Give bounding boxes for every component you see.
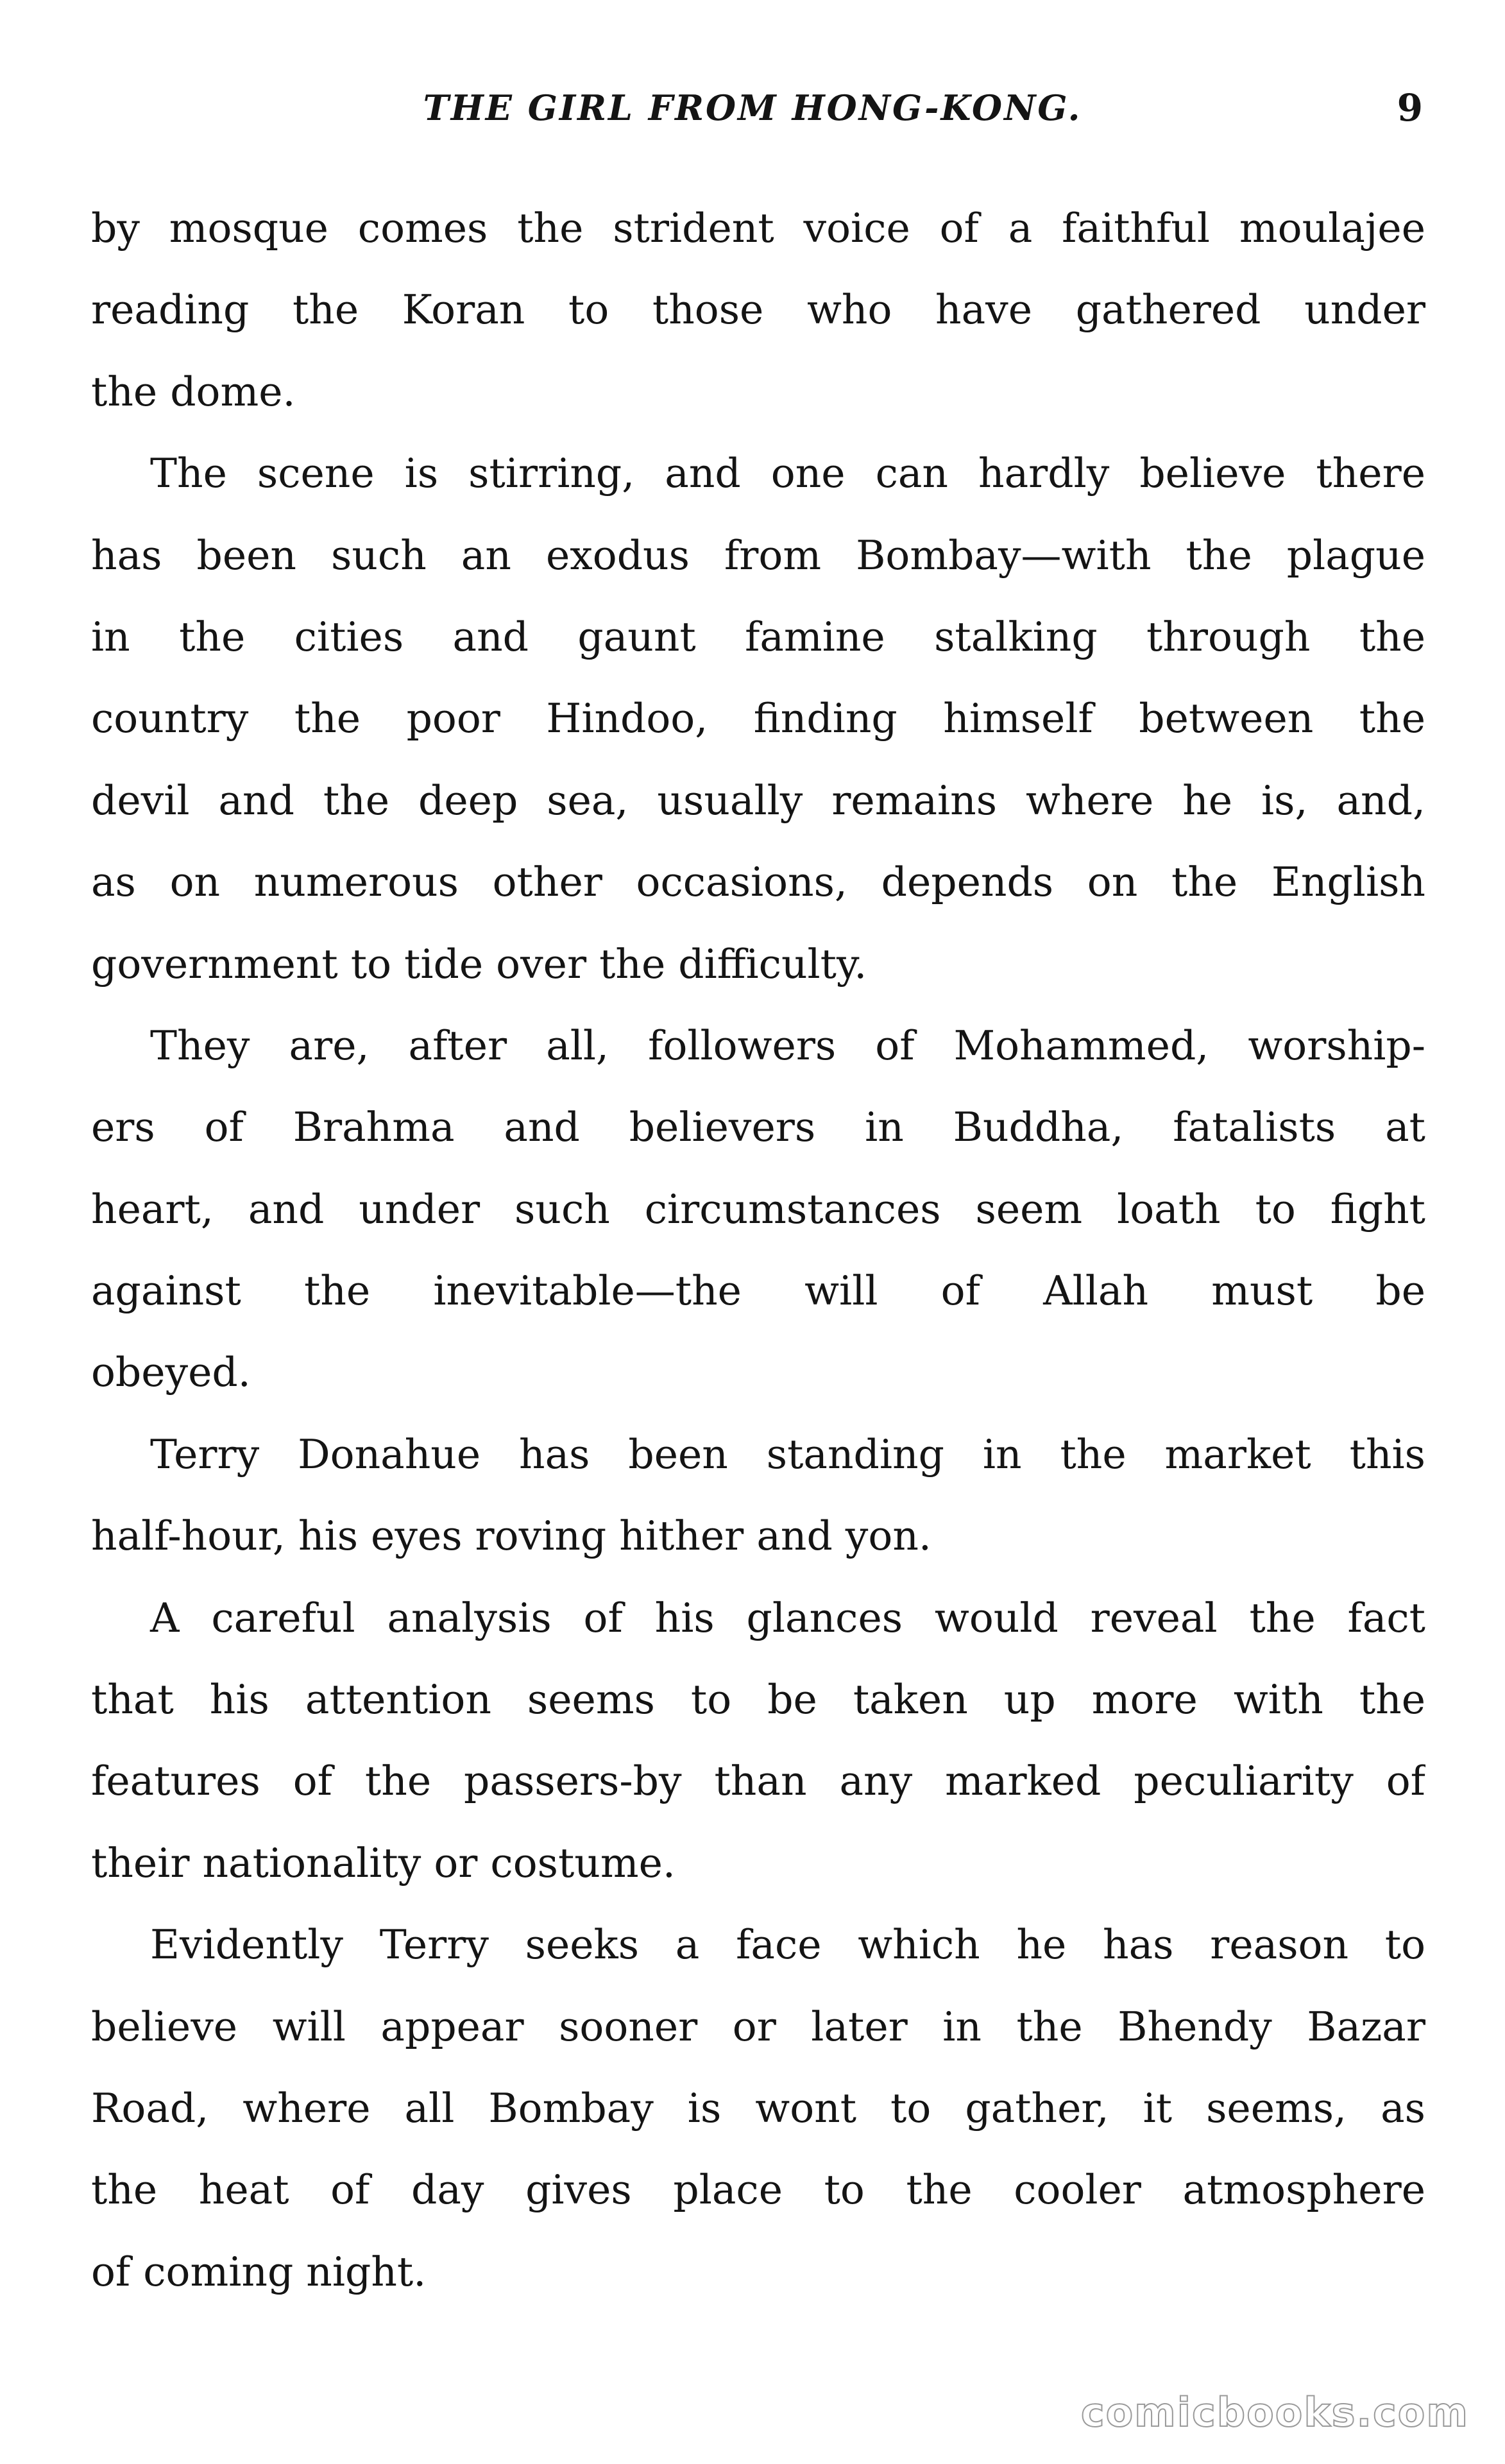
text-line: Terry Donahue has been standing in the market this bbox=[150, 1430, 1425, 1478]
text-line: in the cities and gaunt famine stalking through the bbox=[91, 613, 1425, 660]
body-text bbox=[91, 187, 1425, 2313]
running-head bbox=[0, 82, 1505, 133]
text-line: the heat of day gives place to the cooler atmosphere bbox=[91, 2166, 1425, 2214]
text-line: features of the passers-by than any marked peculiarity of bbox=[91, 1758, 1425, 1805]
text-line: that his attention seems to be taken up more with the bbox=[91, 1676, 1425, 1724]
text-line: by mosque comes the strident voice of a faithful moulajee bbox=[91, 205, 1425, 252]
text-line: obeyed. bbox=[91, 1349, 251, 1396]
text-line: The scene is stirring, and one can hardly believe there bbox=[150, 450, 1425, 497]
text-line: has been such an exodus from Bombay—with the plague bbox=[91, 531, 1425, 579]
running-title: THE GIRL FROM HONG-KONG. bbox=[423, 87, 1082, 128]
text-line: Evidently Terry seeks a face which he has reason to bbox=[150, 1921, 1425, 1969]
text-line: A careful analysis of his glances would reveal the fact bbox=[150, 1594, 1425, 1641]
text-line: against the inevitable—the will of Allah must be bbox=[91, 1267, 1425, 1315]
text-line: half-hour, his eyes roving hither and yon. bbox=[91, 1512, 931, 1560]
text-line: as on numerous other occasions, depends on the English bbox=[91, 859, 1425, 906]
text-line: Road, where all Bombay is wont to gather, it seems, as bbox=[91, 2084, 1425, 2132]
text-line: reading the Koran to those who have gathered under bbox=[91, 286, 1425, 334]
text-line: country the poor Hindoo, finding himself between the bbox=[91, 695, 1425, 742]
text-line: ers of Brahma and believers in Buddha, fatalists at bbox=[91, 1104, 1425, 1151]
text-line: devil and the deep sea, usually remains where he is, and, bbox=[91, 776, 1425, 824]
text-line: believe will appear sooner or later in the Bhendy Bazar bbox=[91, 2003, 1425, 2050]
text-line: of coming night. bbox=[91, 2248, 427, 2295]
page-number: 9 bbox=[1397, 86, 1423, 130]
text-line: They are, after all, followers of Mohammed, worship- bbox=[150, 1022, 1425, 1069]
text-line: heart, and under such circumstances seem loath to fight bbox=[91, 1185, 1425, 1233]
text-line: the dome. bbox=[91, 368, 296, 415]
text-line: government to tide over the difficulty. bbox=[91, 940, 867, 988]
text-line: their nationality or costume. bbox=[91, 1839, 676, 1887]
watermark: comicbooks.com bbox=[1080, 2389, 1469, 2436]
